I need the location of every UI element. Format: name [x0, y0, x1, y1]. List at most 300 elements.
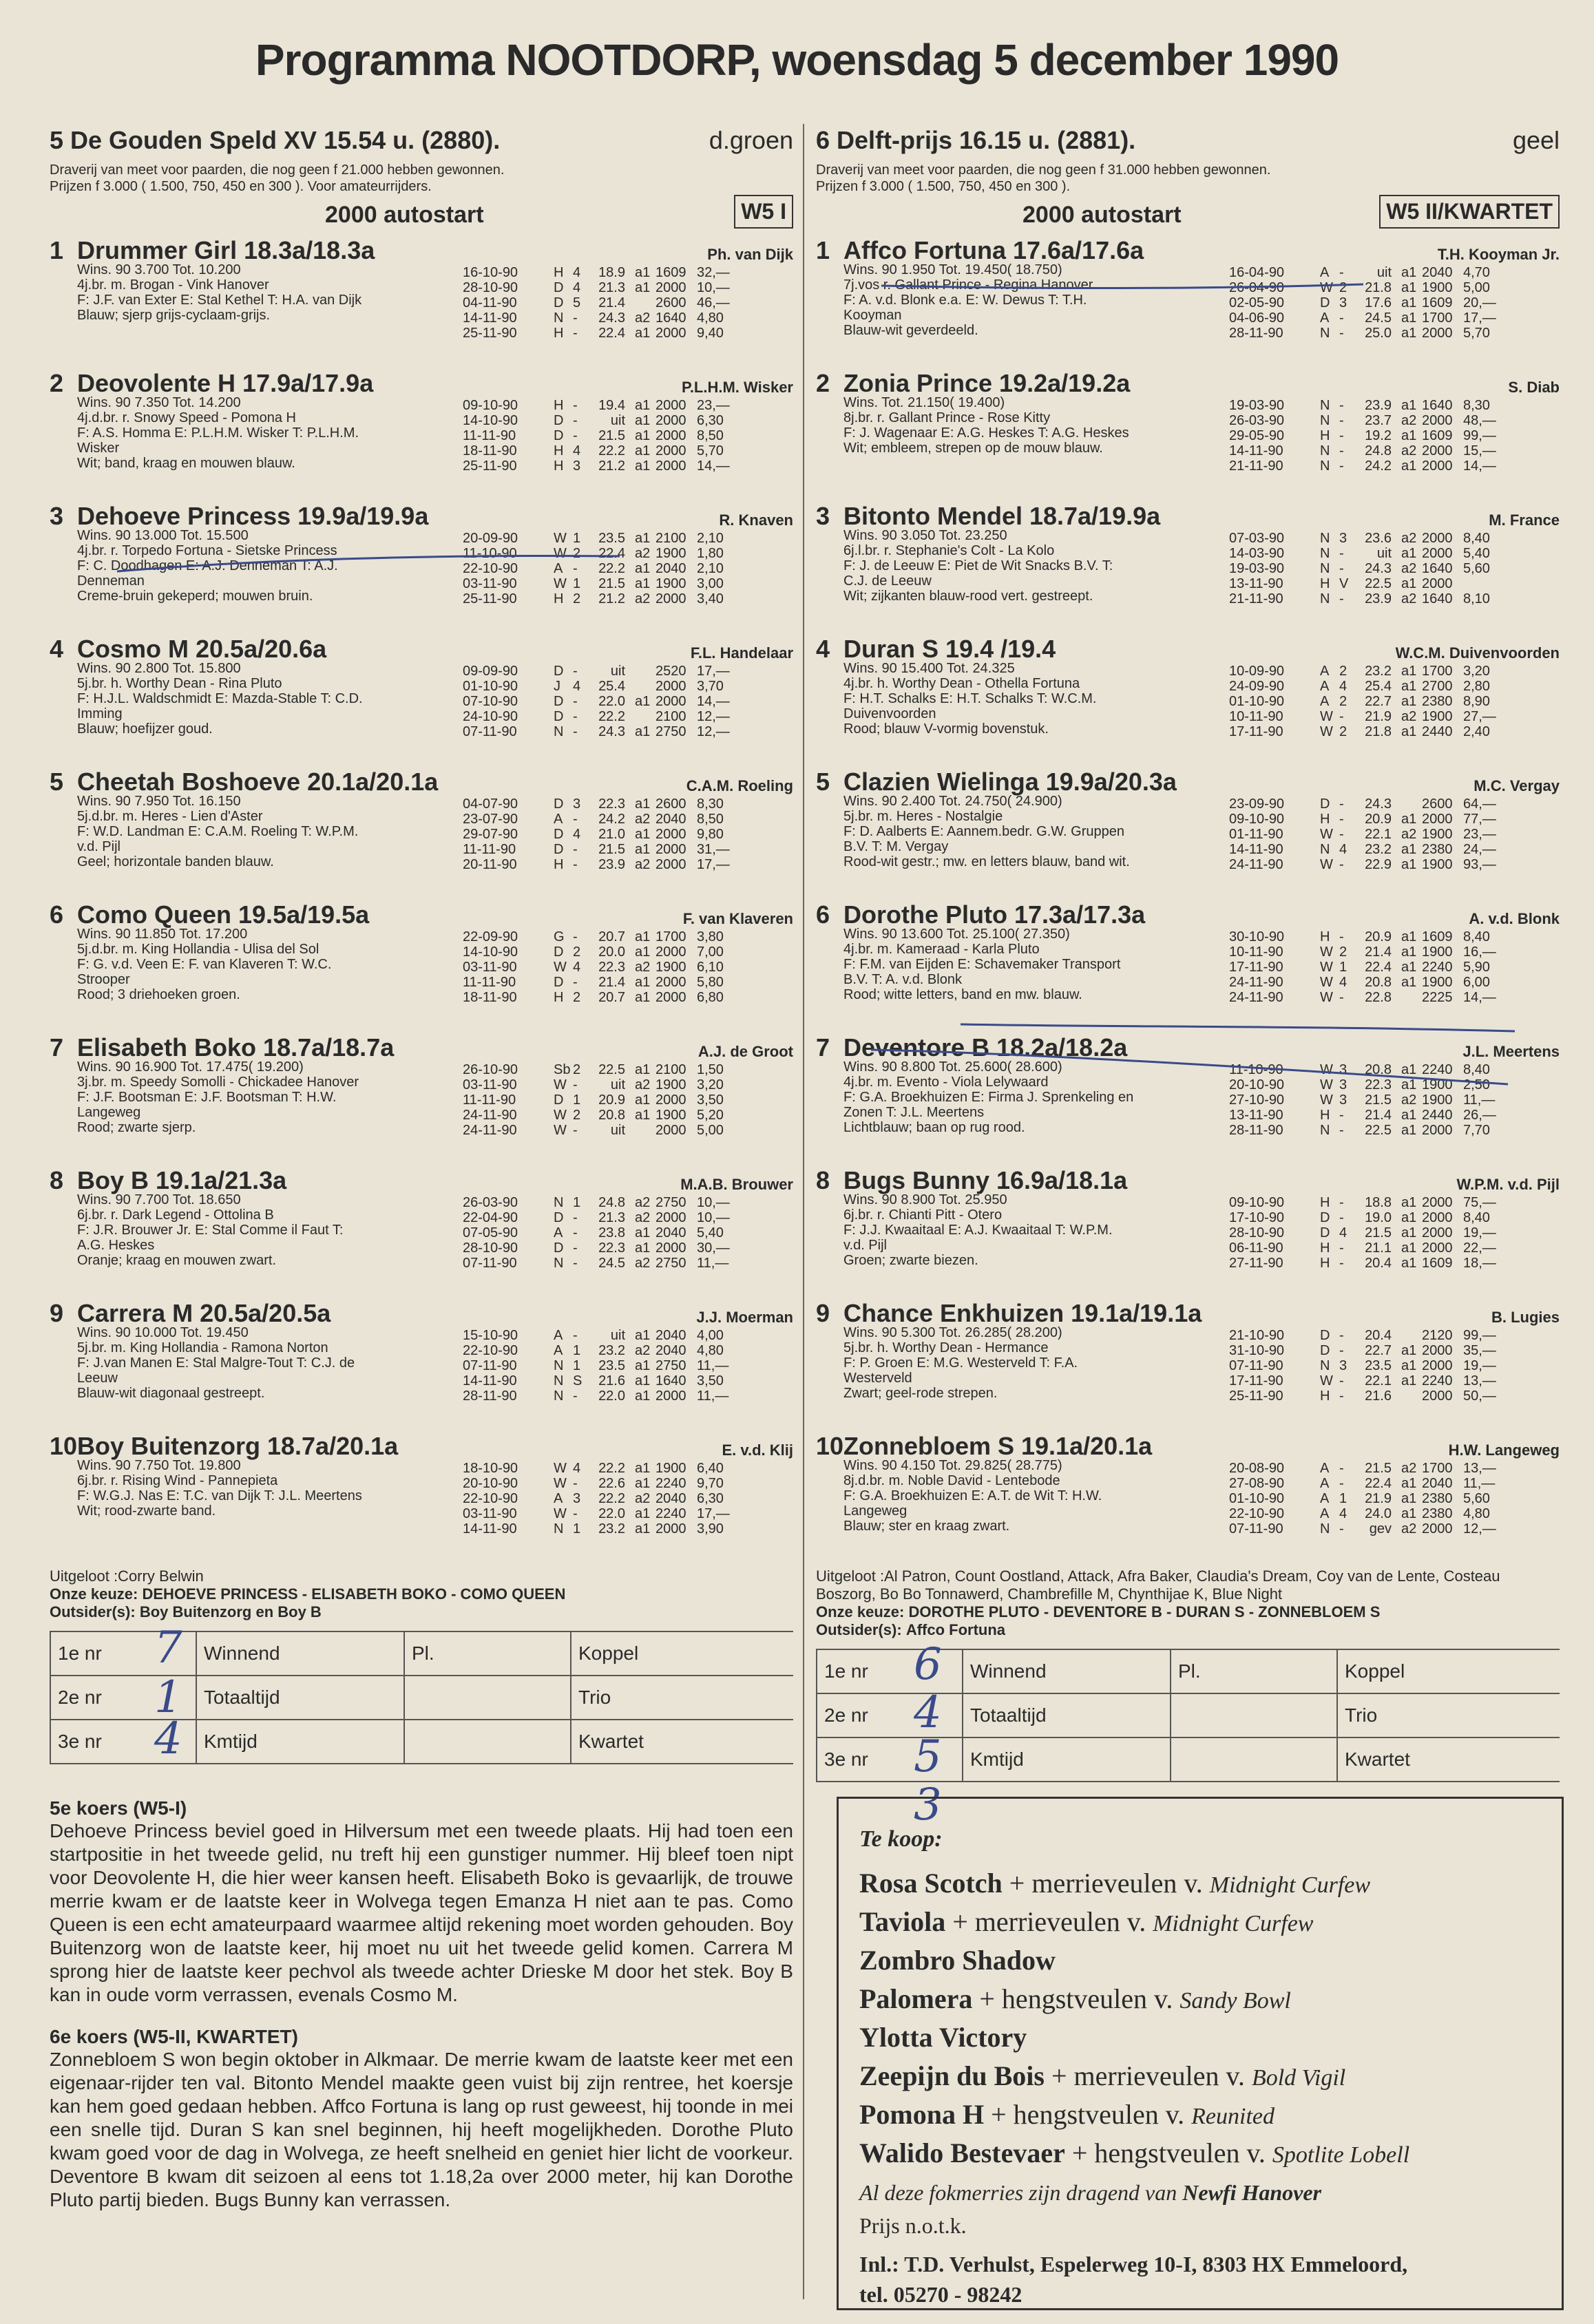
form-line [1229, 929, 1560, 944]
race-6-outsider-value: Affco Fortuna [905, 1621, 1006, 1638]
form-cell: 22.4 [1365, 1476, 1392, 1491]
horse-entry [50, 235, 793, 368]
form-cell: 10-09-90 [1229, 664, 1285, 679]
form-line [1229, 812, 1560, 827]
form-cell: 1900 [656, 1461, 686, 1476]
form-cell: a1 [1401, 857, 1417, 872]
result-place: Pl. [404, 1631, 571, 1676]
form-cell: 17.6 [1365, 295, 1392, 310]
form-cell: 2,10 [697, 561, 724, 576]
form-cell: a1 [1401, 265, 1417, 280]
form-cell: a2 [635, 1343, 651, 1358]
race-6-keuze: Onze keuze: DOROTHE PLUTO - DEVENTORE B - DURAN S - ZONNEBLOEM S [816, 1603, 1381, 1620]
form-cell: N [1320, 842, 1330, 857]
form-cell: 14-11-90 [463, 1373, 517, 1388]
form-cell: 14,— [1463, 458, 1496, 474]
form-cell: 24-11-90 [1229, 975, 1283, 990]
form-line [463, 1123, 793, 1138]
form-cell: 4 [573, 1461, 581, 1476]
form-cell: W [554, 1123, 567, 1138]
form-cell: J [554, 679, 560, 694]
form-cell: 21.5 [598, 842, 625, 857]
form-cell: 3,00 [697, 576, 724, 591]
form-lines [1229, 796, 1560, 872]
form-cell: 14-11-90 [463, 310, 517, 326]
form-line [1229, 531, 1560, 546]
form-cell: 2 [1339, 664, 1347, 679]
form-cell: 21.2 [598, 458, 625, 474]
form-lines [463, 929, 793, 1005]
form-cell: a1 [635, 1388, 651, 1404]
form-cell: A [1320, 664, 1330, 679]
form-cell: 2000 [656, 591, 686, 606]
form-cell: 22-04-90 [463, 1210, 518, 1225]
form-cell: 02-05-90 [1229, 295, 1285, 310]
form-cell: 26-03-90 [1229, 413, 1285, 428]
form-cell: 2000 [656, 458, 686, 474]
form-cell: a2 [1401, 1461, 1417, 1476]
form-cell: 20-10-90 [1229, 1077, 1285, 1092]
form-cell: 5,70 [697, 443, 724, 458]
horse-info [77, 1325, 470, 1401]
race-5-title: 5 De Gouden Speld XV 15.54 u. (2880). [50, 126, 501, 154]
form-cell: 31-10-90 [1229, 1343, 1285, 1358]
horse-name: 6 Como Queen 19.5a/19.5a [50, 900, 370, 929]
form-cell: A [554, 1491, 563, 1506]
form-cell: 22.8 [1365, 990, 1392, 1005]
form-cell: 8,40 [1463, 1210, 1490, 1225]
form-cell: 20.0 [598, 944, 625, 960]
form-cell: - [1339, 398, 1344, 413]
form-cell: 2600 [656, 796, 686, 812]
horse-info-line: 6j.br. r. Dark Legend - Ottolina B [77, 1207, 274, 1223]
form-cell: H [554, 857, 564, 872]
form-cell: 28-10-90 [1229, 1225, 1285, 1240]
form-cell: a1 [1401, 1108, 1417, 1123]
result-place-empty-2 [1171, 1737, 1337, 1782]
form-cell: 1700 [656, 929, 686, 944]
form-cell: 1640 [1422, 398, 1453, 413]
horse-info [843, 794, 1236, 869]
form-cell: 14-03-90 [1229, 546, 1285, 561]
form-cell: a1 [635, 1092, 651, 1108]
trainer-name: B. Lugies [1491, 1309, 1560, 1326]
form-line [1229, 1062, 1560, 1077]
form-lines [463, 398, 793, 474]
horse-info [77, 262, 470, 323]
horse-entry [50, 368, 793, 500]
form-cell: 22.1 [1365, 1373, 1392, 1388]
form-cell: D [554, 975, 564, 990]
horse-info-line: F: G. v.d. Veen E: F. van Klaveren T: W.C. [77, 957, 332, 972]
form-cell: a1 [635, 1373, 651, 1388]
form-cell: - [1339, 1373, 1344, 1388]
form-cell: N [1320, 398, 1330, 413]
form-cell: 2040 [1422, 265, 1453, 280]
form-line [463, 1256, 793, 1271]
horse-name: 3 Dehoeve Princess 19.9a/19.9a [50, 502, 429, 530]
form-cell: 2240 [1422, 1062, 1453, 1077]
form-cell: W [554, 1077, 567, 1092]
form-cell: 22.0 [598, 1388, 625, 1404]
form-cell: 09-10-90 [463, 398, 518, 413]
form-cell: 24-11-90 [1229, 990, 1283, 1005]
form-cell: 2040 [656, 1343, 686, 1358]
form-cell: D [554, 827, 564, 842]
result-totaaltijd: Totaaltijd [196, 1676, 404, 1720]
form-cell: W [554, 960, 567, 975]
form-cell: 3 [573, 1491, 581, 1506]
horse-info-line: Blauw-wit geverdeeld. [843, 323, 978, 338]
form-cell: a1 [635, 326, 651, 341]
horse-name: 5 Cheetah Boshoeve 20.1a/20.1a [50, 768, 439, 796]
horse-info [77, 528, 470, 604]
form-line [1229, 265, 1560, 280]
form-line [463, 724, 793, 739]
result-second-cell[interactable]: 2e nr 1 [50, 1676, 196, 1720]
form-cell: 04-06-90 [1229, 310, 1285, 326]
form-cell: 11-11-90 [463, 428, 516, 443]
form-cell: 1900 [1422, 944, 1453, 960]
form-cell: 29-05-90 [1229, 428, 1285, 443]
form-line [1229, 428, 1560, 443]
form-cell: - [573, 842, 578, 857]
form-cell: 11-10-90 [1229, 1062, 1283, 1077]
form-cell: 2225 [1422, 990, 1453, 1005]
race-6-result-grid [816, 1639, 1560, 1830]
horse-number: 1 [50, 236, 64, 264]
form-cell: 2000 [1422, 1225, 1453, 1240]
form-cell: 16-10-90 [463, 265, 518, 280]
form-cell: 10,— [697, 1195, 730, 1210]
horse-info-line: Wins. 90 8.800 Tot. 25.600( 28.600) [843, 1059, 1062, 1075]
form-cell: 14-10-90 [463, 413, 518, 428]
form-cell: 9,80 [697, 827, 724, 842]
horse-info-line: A.G. Heskes [77, 1238, 155, 1253]
form-cell: N [554, 1256, 564, 1271]
form-cell: 4,80 [697, 310, 724, 326]
form-cell: a1 [635, 1358, 651, 1373]
form-cell: 22.4 [1365, 960, 1392, 975]
form-cell: a1 [1401, 1077, 1417, 1092]
form-cell: 5,00 [1463, 280, 1490, 295]
form-cell: 26-04-90 [1229, 280, 1285, 295]
horse-info-line: Wins. 90 16.900 Tot. 17.475( 19.200) [77, 1059, 304, 1075]
form-cell: - [1339, 546, 1344, 561]
horse-info-line: Leeuw [77, 1371, 118, 1386]
form-cell: a1 [1401, 398, 1417, 413]
horse-info-line: F: G.A. Broekhuizen E: Firma J. Sprenkeling en [843, 1090, 1134, 1105]
ad-sire: Midnight Curfew [1153, 1911, 1314, 1936]
form-cell: D [554, 428, 564, 443]
form-lines [463, 265, 793, 341]
form-line [463, 295, 793, 310]
form-cell: 1900 [1422, 975, 1453, 990]
horse-info-line: Strooper [77, 972, 130, 987]
ad-sire: Sandy Bowl [1179, 1988, 1291, 2014]
horse-info-line: F: J.R. Brouwer Jr. E: Stal Comme il Faut T: [77, 1223, 344, 1238]
result-place-empty [1171, 1693, 1337, 1737]
form-line [1229, 1506, 1560, 1521]
form-cell: - [1339, 1195, 1344, 1210]
form-cell: V [1339, 576, 1349, 591]
form-line [463, 1476, 793, 1491]
horse-info-line: Wisker [77, 441, 120, 456]
form-cell: 2 [573, 1108, 581, 1123]
form-cell: 09-09-90 [463, 664, 518, 679]
form-cell: 28-10-90 [463, 280, 518, 295]
form-cell: 2750 [656, 1195, 686, 1210]
form-cell: D [1320, 295, 1330, 310]
form-cell: H [554, 443, 564, 458]
form-cell: 07-05-90 [463, 1225, 518, 1240]
form-cell: W [1320, 975, 1333, 990]
form-cell: a1 [635, 561, 651, 576]
form-line [1229, 1195, 1560, 1210]
form-line [1229, 709, 1560, 724]
horse-info-line: Wit; band, kraag en mouwen blauw. [77, 456, 295, 471]
ad-note: Al deze fokmerries zijn dragend van Newfi Hanover [859, 2180, 1321, 2205]
form-cell: a1 [635, 1476, 651, 1491]
form-line [1229, 413, 1560, 428]
horse-info [843, 661, 1236, 737]
form-line [1229, 576, 1560, 591]
form-cell: 1 [573, 1195, 581, 1210]
form-cell: - [1339, 413, 1344, 428]
form-cell: 26-10-90 [463, 1062, 518, 1077]
trainer-name: S. Diab [1508, 379, 1560, 396]
form-cell: - [573, 694, 578, 709]
result-first-cell[interactable]: 1e nr 6 [817, 1649, 963, 1693]
form-cell: A [1320, 1506, 1330, 1521]
form-line [1229, 842, 1560, 857]
column-divider [803, 124, 804, 2299]
form-cell: 2000 [656, 1388, 686, 1404]
form-cell: 8,40 [1463, 1062, 1490, 1077]
form-cell: 17-10-90 [1229, 1210, 1285, 1225]
horse-info-line: Creme-bruin gekeperd; mouwen bruin. [77, 589, 313, 604]
form-cell: 6,00 [1463, 975, 1490, 990]
result-place-empty [404, 1676, 571, 1720]
form-cell: 1640 [1422, 591, 1453, 606]
form-cell: 2000 [656, 1123, 686, 1138]
horse-info [843, 1325, 1236, 1401]
result-third-cell[interactable]: 3e nr 5 3 [817, 1737, 963, 1782]
form-cell: a1 [635, 413, 651, 428]
form-cell: W [1320, 280, 1333, 295]
horse-info-line: 4j.br. m. Brogan - Vink Hanover [77, 277, 269, 293]
form-cell: 2000 [656, 990, 686, 1005]
form-line [1229, 664, 1560, 679]
trainer-name: J.J. Moerman [696, 1309, 793, 1326]
form-cell: 93,— [1463, 857, 1496, 872]
form-cell: 1609 [656, 265, 686, 280]
form-line [1229, 1491, 1560, 1506]
form-cell: 2000 [1422, 1343, 1453, 1358]
form-cell: 2000 [656, 428, 686, 443]
form-cell: 15-10-90 [463, 1328, 518, 1343]
form-line [463, 664, 793, 679]
form-cell: 20.8 [598, 1108, 625, 1123]
form-cell: 24.3 [1365, 561, 1392, 576]
form-cell: 19.0 [1365, 1210, 1392, 1225]
form-cell: - [573, 1077, 578, 1092]
form-cell: H [1320, 1195, 1330, 1210]
horse-info-line: 5j.d.br. m. King Hollandia - Ulisa del Sol [77, 942, 319, 957]
form-line [1229, 280, 1560, 295]
form-cell: 23.2 [598, 1521, 625, 1536]
horse-number: 6 [50, 900, 64, 929]
form-cell: 27-08-90 [1229, 1476, 1285, 1491]
horse-info-line: 6j.br. r. Rising Wind - Pannepieta [77, 1473, 278, 1488]
horse-info-line: Wins. 90 5.300 Tot. 26.285( 28.200) [843, 1325, 1062, 1340]
race-5-condition-2: Prijzen f 3.000 ( 1.500, 750, 450 en 300 ). Voor amateurrijders. [50, 179, 432, 194]
form-cell: 24.8 [1365, 443, 1392, 458]
form-cell: 19,— [1463, 1225, 1496, 1240]
form-cell: a2 [1401, 413, 1417, 428]
result-totaaltijd: Totaaltijd [963, 1693, 1171, 1737]
form-cell: 28-11-90 [1229, 1123, 1283, 1138]
form-cell: - [1339, 1343, 1344, 1358]
horse-info-line: Wins. 90 11.850 Tot. 17.200 [77, 927, 248, 942]
form-cell: a2 [1401, 827, 1417, 842]
result-third-cell[interactable]: 3e nr 4 [50, 1720, 196, 1764]
form-cell: 11,— [1463, 1092, 1496, 1108]
form-cell: N [1320, 1521, 1330, 1536]
form-cell: 1 [573, 1521, 581, 1536]
form-cell: W [554, 546, 567, 561]
form-cell: 26,— [1463, 1108, 1496, 1123]
form-cell: 23.5 [598, 1358, 625, 1373]
form-cell: a1 [635, 1521, 651, 1536]
form-cell: 25.0 [1365, 326, 1392, 341]
form-cell: W [554, 1461, 567, 1476]
form-cell: 07-11-90 [463, 724, 517, 739]
horse-name: 2 Zonia Prince 19.2a/19.2a [816, 369, 1131, 397]
form-line [463, 1077, 793, 1092]
trainer-name: A.J. de Groot [698, 1043, 793, 1060]
form-cell: 8,40 [1463, 531, 1490, 546]
ad-horse-name: Rosa Scotch [859, 1868, 1003, 1899]
form-cell: N [554, 1358, 564, 1373]
form-cell: 2750 [656, 724, 686, 739]
form-cell: 23.9 [1365, 398, 1392, 413]
form-lines [463, 796, 793, 872]
form-cell: 20-08-90 [1229, 1461, 1285, 1476]
form-cell: W [1320, 1077, 1333, 1092]
form-line [463, 1195, 793, 1210]
form-cell: H [1320, 428, 1330, 443]
form-line [463, 1343, 793, 1358]
form-cell: a1 [1401, 975, 1417, 990]
form-cell: 4 [1339, 842, 1347, 857]
form-cell: D [554, 1240, 564, 1256]
horse-info-line: C.J. de Leeuw [843, 573, 932, 589]
form-cell: a2 [635, 812, 651, 827]
form-cell: A [1320, 1491, 1330, 1506]
horse-info-line: Rood; witte letters, band en mw. blauw. [843, 987, 1082, 1002]
form-cell: a1 [1401, 1123, 1417, 1138]
form-cell: A [554, 1343, 563, 1358]
form-cell: 2380 [1422, 1506, 1453, 1521]
form-cell: 21.5 [598, 576, 625, 591]
form-cell: a2 [635, 960, 651, 975]
horse-info-line: Blauw; sjerp grijs-cyclaam-grijs. [77, 308, 271, 323]
result-second-cell[interactable]: 2e nr 4 [817, 1693, 963, 1737]
form-line [1229, 1256, 1560, 1271]
form-cell: a1 [635, 827, 651, 842]
form-cell: 21.9 [1365, 1491, 1392, 1506]
form-cell: 23.2 [1365, 842, 1392, 857]
form-cell: 24.5 [598, 1256, 625, 1271]
form-cell: 20-09-90 [463, 531, 518, 546]
horse-info-line: F: W.G.J. Nas E: T.C. van Dijk T: J.L. Meertens [77, 1488, 362, 1503]
horse-name: 2 Deovolente H 17.9a/17.9a [50, 369, 374, 397]
horse-name: 8 Boy B 19.1a/21.3a [50, 1166, 287, 1194]
form-cell: 2000 [656, 280, 686, 295]
form-cell: a1 [1401, 944, 1417, 960]
form-cell: N [1320, 531, 1330, 546]
form-cell: 2000 [1422, 1388, 1453, 1404]
horse-info-line: Rood; 3 driehoeken groen. [77, 987, 240, 1002]
form-cell: - [573, 709, 578, 724]
form-cell: W [1320, 960, 1333, 975]
horse-info-line: Groen; zwarte biezen. [843, 1253, 978, 1268]
form-cell: N [554, 1521, 564, 1536]
horse-info-line: Wit; zijkanten blauw-rood vert. gestreept. [843, 589, 1093, 604]
form-cell: a2 [1401, 531, 1417, 546]
form-line [463, 443, 793, 458]
form-cell: 17,— [1463, 310, 1496, 326]
horse-name: 7 Elisabeth Boko 18.7a/18.7a [50, 1033, 395, 1061]
horse-info [843, 1059, 1236, 1135]
form-line [463, 1092, 793, 1108]
horse-info-line: 6j.br. r. Chianti Pitt - Otero [843, 1207, 1003, 1223]
form-cell: 07-10-90 [463, 694, 518, 709]
form-cell: 3 [1339, 1358, 1347, 1373]
form-cell: 22.0 [598, 1506, 625, 1521]
horse-entry [50, 500, 793, 633]
form-cell: a1 [1401, 842, 1417, 857]
form-cell: - [573, 1240, 578, 1256]
horse-entry [50, 1032, 793, 1165]
result-first-cell[interactable]: 1e nr 7 [50, 1631, 196, 1676]
form-cell: - [1339, 812, 1344, 827]
form-cell: 22.9 [1365, 857, 1392, 872]
form-cell: 21-11-90 [1229, 591, 1283, 606]
form-cell: 19,— [1463, 1358, 1496, 1373]
form-cell: 20-11-90 [463, 857, 517, 872]
form-line [1229, 295, 1560, 310]
form-cell: gev [1369, 1521, 1392, 1536]
form-lines [1229, 398, 1560, 474]
horse-info-line: F: H.J.L. Waldschmidt E: Mazda-Stable T: C.D. [77, 691, 363, 706]
form-cell: 17,— [697, 857, 730, 872]
form-cell: 2380 [1422, 842, 1453, 857]
form-cell: 24,— [1463, 842, 1496, 857]
form-cell: - [573, 310, 578, 326]
form-cell: 21.3 [598, 1210, 625, 1225]
form-cell: a1 [1401, 1506, 1417, 1521]
form-cell: 24.5 [1365, 310, 1392, 326]
form-cell: 6,30 [697, 1491, 724, 1506]
form-line [463, 546, 793, 561]
horse-entry [50, 1298, 793, 1430]
ad-horse-name: Taviola [859, 1906, 946, 1937]
form-cell: 3 [1339, 1092, 1347, 1108]
ad-horse-line [859, 1942, 1409, 1980]
form-cell: 07-03-90 [1229, 531, 1285, 546]
